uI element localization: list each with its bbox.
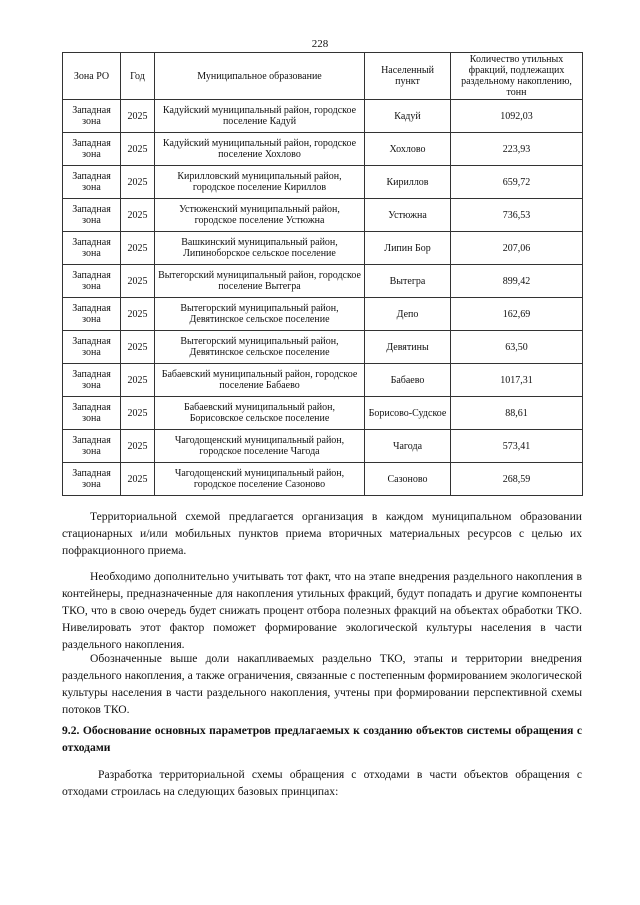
cell-settlement: Кадуй (365, 100, 451, 133)
paragraph-contamination: Необходимо дополнительно учитывать тот факт, что на этапе внедрения раздельного накопления в контейнеры, предназначенные для накопления утильных фракций, будут попадать и другие компоненты ТКО, что в свою очередь будет снижать процент отбора полезных фракций на объектах обработки ТКО. Нивелировать этот фактор поможет формирование экологической культуры населения в части раздельного накопления. (62, 570, 582, 651)
header-year: Год (121, 53, 155, 100)
table-row (63, 397, 583, 430)
cell-zone: Западная зона (63, 199, 121, 232)
waste-fractions-table (62, 52, 583, 496)
cell-year: 2025 (121, 166, 155, 199)
page-number: 228 (311, 38, 329, 50)
cell-municipality: Кадуйский муниципальный район, городское поселение Кадуй (155, 100, 365, 133)
cell-municipality: Чагодощенский муниципальный район, городское поселение Сазоново (155, 463, 365, 496)
cell-zone: Западная зона (63, 232, 121, 265)
header-settlement: Населенный пункт (365, 53, 451, 100)
cell-year: 2025 (121, 199, 155, 232)
cell-zone: Западная зона (63, 100, 121, 133)
table-row (63, 166, 583, 199)
cell-settlement: Девятины (365, 331, 451, 364)
table-row (63, 463, 583, 496)
cell-year: 2025 (121, 232, 155, 265)
cell-settlement: Чагода (365, 430, 451, 463)
cell-quantity: 207,06 (451, 232, 583, 265)
cell-municipality: Кирилловский муниципальный район, городское поселение Кириллов (155, 166, 365, 199)
cell-quantity: 1092,03 (451, 100, 583, 133)
cell-year: 2025 (121, 298, 155, 331)
cell-zone: Западная зона (63, 430, 121, 463)
cell-zone: Западная зона (63, 364, 121, 397)
cell-settlement: Бабаево (365, 364, 451, 397)
cell-zone: Западная зона (63, 265, 121, 298)
cell-settlement: Депо (365, 298, 451, 331)
table-row (63, 133, 583, 166)
cell-municipality: Вытегорский муниципальный район, Девятинское сельское поселение (155, 298, 365, 331)
cell-municipality: Чагодощенский муниципальный район, городское поселение Чагода (155, 430, 365, 463)
cell-zone: Западная зона (63, 298, 121, 331)
cell-municipality: Бабаевский муниципальный район, городское поселение Бабаево (155, 364, 365, 397)
cell-quantity: 63,50 (451, 331, 583, 364)
paragraph-summary: Обозначенные выше доли накапливаемых раздельно ТКО, этапы и территории внедрения раздельного накопления, а также ограничения, связанные с постепенным формированием экологической культуры населения в части раздельного накопления, учтены при формировании перспективной схемы потоков ТКО. (62, 652, 582, 716)
table-row (63, 265, 583, 298)
cell-municipality: Вытегорский муниципальный район, Девятинское сельское поселение (155, 331, 365, 364)
cell-quantity: 1017,31 (451, 364, 583, 397)
cell-quantity: 659,72 (451, 166, 583, 199)
paragraph-principles-intro: Разработка территориальной схемы обращения с отходами в части объектов обращения с отходами строилась на следующих базовых принципах: (62, 768, 582, 798)
table-row (63, 100, 583, 133)
cell-year: 2025 (121, 397, 155, 430)
cell-year: 2025 (121, 265, 155, 298)
header-quantity: Количество утильных фракций, подлежащих раздельному накоплению, тонн (451, 53, 583, 100)
cell-settlement: Хохлово (365, 133, 451, 166)
paragraph-collection-points: Территориальной схемой предлагается организация в каждом муниципальном образовании стационарных и/или мобильных пунктов приема вторичных материальных ресурсов с целью их пофракционного приема. (62, 510, 582, 557)
cell-municipality: Устюженский муниципальный район, городское поселение Устюжна (155, 199, 365, 232)
cell-zone: Западная зона (63, 463, 121, 496)
cell-municipality: Вашкинский муниципальный район, Липиноборское сельское поселение (155, 232, 365, 265)
cell-settlement: Устюжна (365, 199, 451, 232)
cell-zone: Западная зона (63, 133, 121, 166)
cell-settlement: Борисово-Судское (365, 397, 451, 430)
cell-settlement: Кириллов (365, 166, 451, 199)
section-heading-9-2: 9.2. Обоснование основных параметров предлагаемых к созданию объектов системы обращения с отходами (62, 724, 582, 754)
cell-zone: Западная зона (63, 331, 121, 364)
table-row (63, 430, 583, 463)
cell-settlement: Липин Бор (365, 232, 451, 265)
cell-year: 2025 (121, 100, 155, 133)
cell-municipality: Бабаевский муниципальный район, Борисовское сельское поселение (155, 397, 365, 430)
cell-quantity: 573,41 (451, 430, 583, 463)
cell-settlement: Сазоново (365, 463, 451, 496)
table-row (63, 199, 583, 232)
cell-zone: Западная зона (63, 397, 121, 430)
cell-year: 2025 (121, 430, 155, 463)
header-municipality: Муниципальное образование (155, 53, 365, 100)
cell-year: 2025 (121, 331, 155, 364)
cell-settlement: Вытегра (365, 265, 451, 298)
table-row (63, 364, 583, 397)
cell-quantity: 223,93 (451, 133, 583, 166)
table-row (63, 331, 583, 364)
cell-year: 2025 (121, 133, 155, 166)
cell-municipality: Вытегорский муниципальный район, городское поселение Вытегра (155, 265, 365, 298)
cell-quantity: 899,42 (451, 265, 583, 298)
cell-year: 2025 (121, 463, 155, 496)
cell-quantity: 268,59 (451, 463, 583, 496)
table-header-row (63, 53, 583, 100)
cell-zone: Западная зона (63, 166, 121, 199)
cell-year: 2025 (121, 364, 155, 397)
cell-municipality: Кадуйский муниципальный район, городское поселение Хохлово (155, 133, 365, 166)
table-row (63, 298, 583, 331)
cell-quantity: 736,53 (451, 199, 583, 232)
cell-quantity: 88,61 (451, 397, 583, 430)
table-row (63, 232, 583, 265)
header-zone: Зона РО (63, 53, 121, 100)
cell-quantity: 162,69 (451, 298, 583, 331)
